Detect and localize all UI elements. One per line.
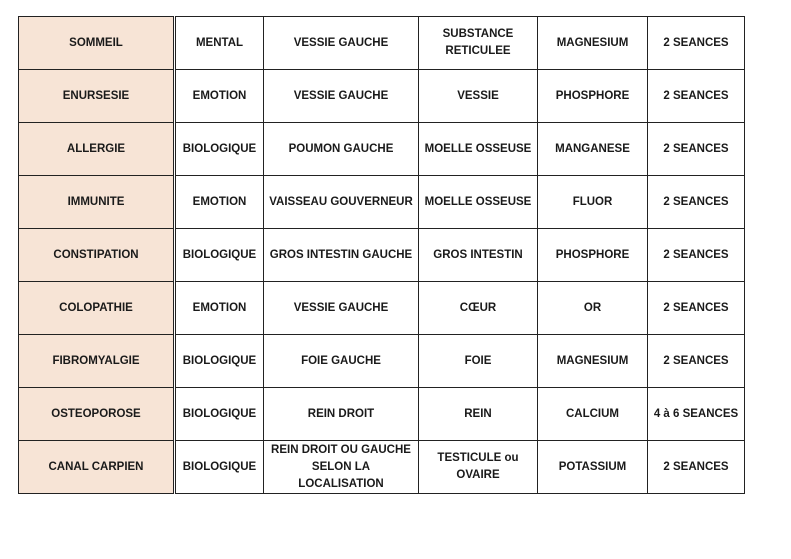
table-row [19,123,745,176]
category-cell: BIOLOGIQUE [175,123,264,176]
meridian-cell: VESSIE GAUCHE [264,70,419,123]
category-cell: BIOLOGIQUE [175,441,264,494]
organ-cell: TESTICULE ou OVAIRE [419,441,538,494]
table-row [19,70,745,123]
organ-cell: REIN [419,388,538,441]
mineral-cell: OR [538,282,648,335]
category-cell: EMOTION [175,176,264,229]
mineral-cell: PHOSPHORE [538,70,648,123]
category-cell: BIOLOGIQUE [175,388,264,441]
condition-cell: OSTEOPOROSE [19,388,175,441]
mineral-cell: POTASSIUM [538,441,648,494]
meridian-cell: VESSIE GAUCHE [264,17,419,70]
organ-cell: MOELLE OSSEUSE [419,123,538,176]
category-cell: EMOTION [175,70,264,123]
condition-cell: IMMUNITE [19,176,175,229]
condition-cell: COLOPATHIE [19,282,175,335]
mineral-cell: MAGNESIUM [538,335,648,388]
organ-cell: VESSIE [419,70,538,123]
sessions-cell: 2 SEANCES [648,70,745,123]
sessions-cell: 2 SEANCES [648,123,745,176]
table-row [19,441,745,494]
organ-cell: SUBSTANCE RETICULEE [419,17,538,70]
category-cell: BIOLOGIQUE [175,335,264,388]
condition-cell: FIBROMYALGIE [19,335,175,388]
table-row [19,388,745,441]
condition-cell: ALLERGIE [19,123,175,176]
table-row [19,335,745,388]
meridian-cell: REIN DROIT OU GAUCHE SELON LA LOCALISATION [264,441,419,494]
sessions-cell: 2 SEANCES [648,17,745,70]
mineral-cell: PHOSPHORE [538,229,648,282]
meridian-cell: POUMON GAUCHE [264,123,419,176]
organ-cell: GROS INTESTIN [419,229,538,282]
sessions-cell: 2 SEANCES [648,441,745,494]
organ-cell: MOELLE OSSEUSE [419,176,538,229]
mineral-cell: CALCIUM [538,388,648,441]
condition-cell: CANAL CARPIEN [19,441,175,494]
condition-cell: CONSTIPATION [19,229,175,282]
sessions-cell: 4 à 6 SEANCES [648,388,745,441]
meridian-cell: VESSIE GAUCHE [264,282,419,335]
condition-cell: ENURSESIE [19,70,175,123]
sessions-cell: 2 SEANCES [648,335,745,388]
sessions-cell: 2 SEANCES [648,282,745,335]
sessions-cell: 2 SEANCES [648,176,745,229]
category-cell: EMOTION [175,282,264,335]
mineral-cell: MANGANESE [538,123,648,176]
condition-cell: SOMMEIL [19,17,175,70]
meridian-cell: GROS INTESTIN GAUCHE [264,229,419,282]
sessions-cell: 2 SEANCES [648,229,745,282]
table-row [19,282,745,335]
table-row [19,17,745,70]
mineral-cell: FLUOR [538,176,648,229]
meridian-cell: VAISSEAU GOUVERNEUR [264,176,419,229]
category-cell: BIOLOGIQUE [175,229,264,282]
table-row [19,229,745,282]
document-page [18,16,745,494]
organ-cell: FOIE [419,335,538,388]
treatment-table [18,16,745,494]
table-row [19,176,745,229]
meridian-cell: FOIE GAUCHE [264,335,419,388]
category-cell: MENTAL [175,17,264,70]
mineral-cell: MAGNESIUM [538,17,648,70]
organ-cell: CŒUR [419,282,538,335]
treatment-table-body [19,17,745,494]
meridian-cell: REIN DROIT [264,388,419,441]
